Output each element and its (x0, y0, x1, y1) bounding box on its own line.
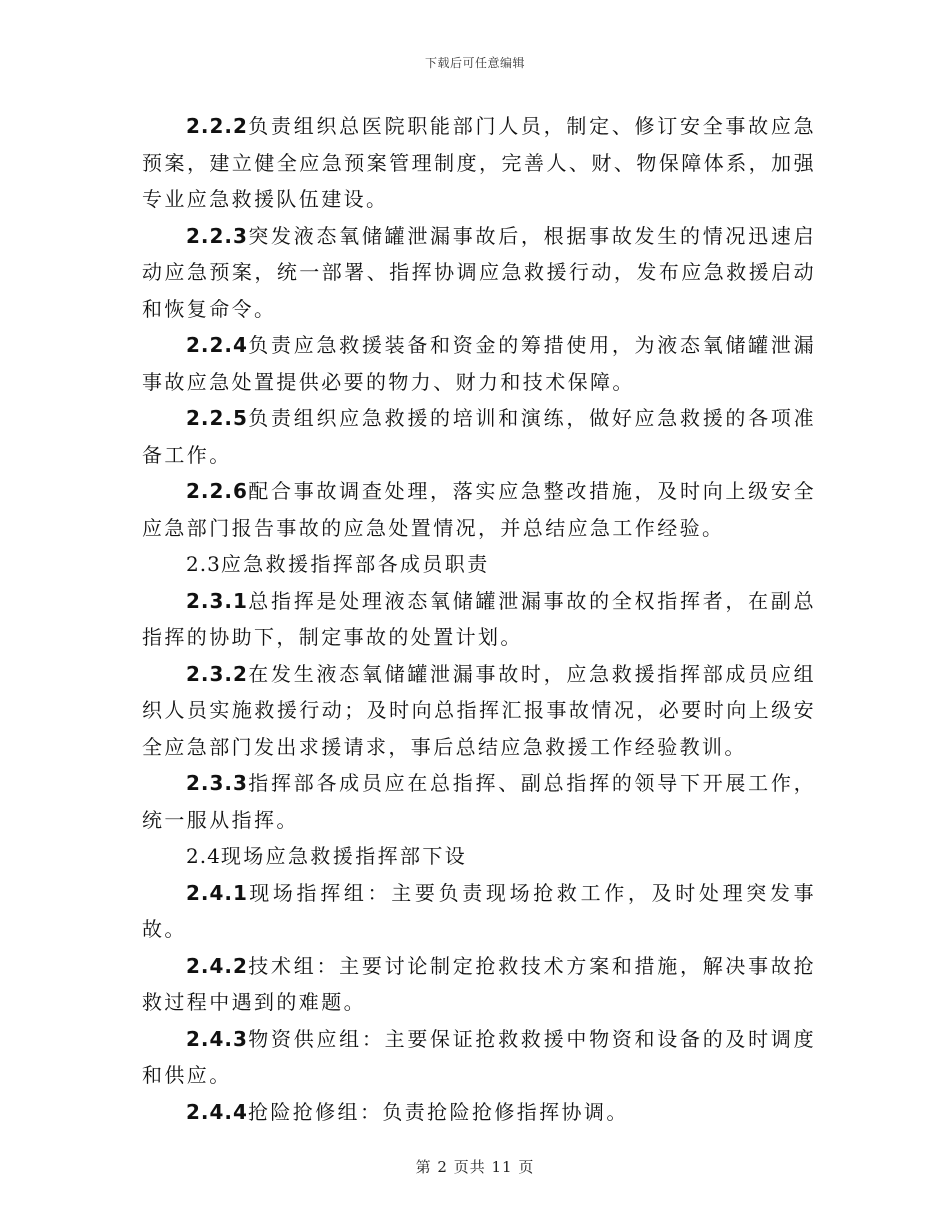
section-number: 2.3.1 (186, 588, 248, 613)
section-number: 2.4.2 (186, 953, 248, 978)
document-body (142, 108, 816, 1130)
paragraph-2-4-3 (142, 1021, 816, 1094)
section-number: 2.2.6 (186, 479, 248, 503)
page-header-note: 下载后可任意编辑 (424, 56, 525, 70)
paragraph-2-2-5 (142, 400, 816, 473)
paragraph-text: 突发液态氧储罐泄漏事故后，根据事故发生的情况迅速启动应急预案，统一部署、指挥协调应急救援行动，发布应急救援启动和恢复命令。 (142, 223, 816, 321)
section-number: 2.4.3 (186, 1026, 248, 1051)
section-heading-text: 应急救援指挥部各成员职责 (220, 552, 490, 576)
paragraph-text: 负责组织总医院职能部门人员，制定、修订安全事故应急预案，建立健全应急预案管理制度，完善人、财、物保障体系，加强专业应急救援队伍建设。 (142, 114, 816, 211)
section-number: 2.4.1 (186, 880, 248, 905)
paragraph-text: 技术组：主要讨论制定抢救技术方案和措施，解决事故抢救过程中遇到的难题。 (142, 953, 816, 1014)
paragraph-2-2-4 (142, 327, 816, 400)
section-number: 2.2.5 (186, 406, 248, 430)
section-number: 2.2.2 (186, 114, 248, 138)
paragraph-2-3-2 (142, 656, 816, 766)
paragraph-text: 物资供应组：主要保证抢救救援中物资和设备的及时调度和供应。 (142, 1026, 816, 1087)
section-heading-2-4 (142, 838, 816, 875)
paragraph-text: 负责应急救援装备和资金的筹措使用，为液态氧储罐泄漏事故应急处置提供必要的物力、财力和技术保障。 (142, 333, 816, 394)
section-number: 2.2.3 (186, 223, 248, 248)
paragraph-2-3-3 (142, 765, 816, 838)
section-heading-2-3 (142, 546, 816, 583)
paragraph-text: 抢险抢修组：负责抢险抢修指挥协调。 (247, 1099, 629, 1124)
paragraph-2-2-3 (142, 218, 816, 328)
paragraph-2-4-1 (142, 875, 816, 948)
section-number: 2.3.3 (186, 771, 248, 795)
section-number: 2.2.4 (186, 333, 248, 357)
section-number: 2.3 (186, 552, 221, 576)
paragraph-text: 在发生液态氧储罐泄漏事故时，应急救援指挥部成员应组织人员实施救援行动；及时向总指挥汇报事故情况，必要时向上级安全应急部门发出求援请求，事后总结应急救援工作经验教训。 (142, 661, 816, 759)
paragraph-text: 配合事故调查处理，落实应急整改措施，及时向上级安全应急部门报告事故的应急处置情况，并总结应急工作经验。 (142, 479, 816, 540)
paragraph-text: 总指挥是处理液态氧储罐泄漏事故的全权指挥者，在副总指挥的协助下，制定事故的处置计划。 (142, 588, 816, 649)
paragraph-text: 现场指挥组：主要负责现场抢救工作，及时处理突发事故。 (142, 880, 816, 941)
section-number: 2.4 (186, 844, 221, 868)
section-heading-text: 现场应急救援指挥部下设 (220, 844, 468, 868)
paragraph-2-4-4 (142, 1094, 816, 1131)
section-number: 2.3.2 (186, 661, 248, 686)
paragraph-2-2-6 (142, 473, 816, 546)
paragraph-2-3-1 (142, 583, 816, 656)
paragraph-2-4-2 (142, 948, 816, 1021)
page-number-footer: 第 2 页共 11 页 (415, 1158, 535, 1176)
paragraph-2-2-2 (142, 108, 816, 218)
paragraph-text: 负责组织应急救援的培训和演练，做好应急救援的各项准备工作。 (142, 406, 816, 467)
section-number: 2.4.4 (186, 1099, 248, 1124)
paragraph-text: 指挥部各成员应在总指挥、副总指挥的领导下开展工作，统一服从指挥。 (142, 771, 816, 832)
